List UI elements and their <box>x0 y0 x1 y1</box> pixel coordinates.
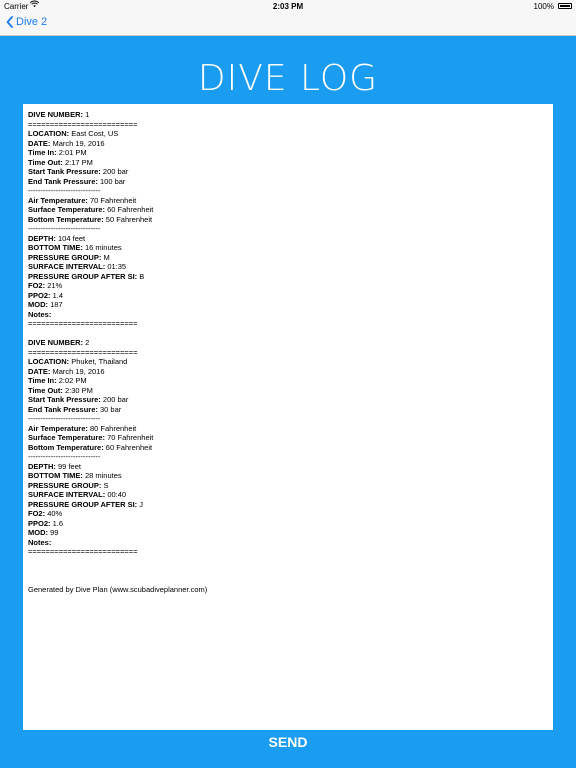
log-line <box>28 148 548 158</box>
log-line <box>28 462 548 472</box>
field-label: DEPTH: <box>28 461 56 471</box>
log-line <box>28 205 548 215</box>
field-value: 16 minutes <box>84 243 122 252</box>
log-line <box>28 129 548 139</box>
field-label: DIVE NUMBER: <box>28 110 84 119</box>
log-line <box>28 424 548 434</box>
log-line <box>28 167 548 177</box>
field-label: FO2: <box>28 281 46 290</box>
carrier-label: Carrier <box>4 2 29 11</box>
field-value: 1.4 <box>52 290 64 300</box>
field-label: Bottom Temperature: <box>28 442 104 452</box>
log-line <box>28 291 548 301</box>
field-value: 1 <box>85 110 90 119</box>
log-line <box>28 272 548 282</box>
battery-icon <box>558 3 572 9</box>
field-label: Notes: <box>28 309 52 319</box>
log-line <box>28 433 548 443</box>
field-value: East Cost, US <box>71 129 119 138</box>
field-label: Air Temperature: <box>28 423 88 433</box>
field-value: 00:40 <box>107 490 127 499</box>
field-label: SURFACE INTERVAL: <box>28 262 106 271</box>
field-label: Start Tank Pressure: <box>28 395 101 404</box>
field-label: Start Tank Pressure: <box>28 167 101 176</box>
field-value: 01:35 <box>107 262 127 271</box>
field-label: Bottom Temperature: <box>28 214 104 224</box>
field-label: LOCATION: <box>28 357 70 366</box>
log-line <box>28 367 548 377</box>
field-value: 104 feet <box>58 233 86 243</box>
separator: ----------------------------- <box>28 224 101 233</box>
log-line <box>28 528 548 538</box>
field-label: Notes: <box>28 537 52 547</box>
log-line <box>28 395 548 405</box>
field-label: DATE: <box>28 366 51 376</box>
field-label: End Tank Pressure: <box>28 404 98 414</box>
field-value: 2:17 PM <box>64 157 93 167</box>
field-label: DATE: <box>28 138 51 148</box>
field-value: 99 <box>50 528 59 537</box>
field-value: 70 Fahrenheit <box>89 195 137 205</box>
log-line <box>28 452 548 462</box>
log-line <box>28 414 548 424</box>
separator: ========================= <box>28 347 138 357</box>
field-label: End Tank Pressure: <box>28 176 98 186</box>
log-line <box>28 481 548 491</box>
log-line <box>28 357 548 367</box>
field-value: 80 Fahrenheit <box>89 423 137 433</box>
chevron-left-icon <box>6 16 13 28</box>
log-line <box>28 310 548 320</box>
field-value: 60 Fahrenheit <box>105 442 153 452</box>
clock: 2:03 PM <box>272 2 304 11</box>
log-line <box>28 300 548 310</box>
log-line <box>28 547 548 557</box>
log-line <box>28 234 548 244</box>
field-value: March 19, 2016 <box>52 366 105 376</box>
field-value: March 19, 2016 <box>52 138 105 148</box>
field-value: 2:30 PM <box>64 385 93 395</box>
log-line <box>28 538 548 548</box>
separator: ========================= <box>28 547 138 556</box>
field-label: Time In: <box>28 148 57 157</box>
field-label: Time Out: <box>28 157 63 167</box>
field-label: PRESSURE GROUP AFTER SI: <box>28 271 138 281</box>
field-value: 200 bar <box>102 167 129 176</box>
field-label: DEPTH: <box>28 233 56 243</box>
separator: ----------------------------- <box>28 414 101 423</box>
field-label: PRESSURE GROUP: <box>28 480 102 490</box>
separator: ========================= <box>28 119 138 129</box>
field-label: PPO2: <box>28 290 51 300</box>
field-value: 2 <box>85 338 90 347</box>
field-label: FO2: <box>28 509 46 518</box>
field-label: Surface Temperature: <box>28 205 105 214</box>
log-line <box>28 471 548 481</box>
field-value: 2:01 PM <box>58 148 87 157</box>
log-line <box>28 443 548 453</box>
log-line <box>28 519 548 529</box>
send-button[interactable]: SEND <box>268 734 308 750</box>
field-label: Surface Temperature: <box>28 433 105 442</box>
field-value: 1.6 <box>52 518 64 528</box>
field-value: 100 bar <box>99 176 126 186</box>
separator: ----------------------------- <box>28 186 101 195</box>
log-line <box>28 319 548 329</box>
log-line <box>28 338 548 348</box>
log-line <box>28 177 548 187</box>
field-value: 21% <box>47 281 63 290</box>
log-line <box>28 386 548 396</box>
field-value: J <box>139 499 144 509</box>
field-label: MOD: <box>28 528 48 537</box>
field-label: Air Temperature: <box>28 195 88 205</box>
field-label: PPO2: <box>28 518 51 528</box>
log-line <box>28 262 548 272</box>
page-title: DIVE LOG <box>197 58 379 99</box>
field-label: BOTTOM TIME: <box>28 243 83 252</box>
log-line <box>28 196 548 206</box>
battery-percent: 100% <box>533 2 554 11</box>
field-value: 30 bar <box>99 404 122 414</box>
status-bar <box>0 0 576 12</box>
field-label: MOD: <box>28 300 48 309</box>
field-label: LOCATION: <box>28 129 70 138</box>
log-line <box>28 376 548 386</box>
field-value: 40% <box>47 509 63 518</box>
log-line <box>28 139 548 149</box>
field-label: PRESSURE GROUP: <box>28 252 102 262</box>
field-label: Time Out: <box>28 385 63 395</box>
field-label: SURFACE INTERVAL: <box>28 490 106 499</box>
log-line <box>28 186 548 196</box>
log-line <box>28 281 548 291</box>
field-value: 2:02 PM <box>58 376 87 385</box>
log-line <box>28 224 548 234</box>
log-line <box>28 243 548 253</box>
field-value: B <box>139 271 145 281</box>
back-button[interactable] <box>6 16 47 28</box>
log-line <box>28 490 548 500</box>
log-line <box>28 110 548 120</box>
log-line <box>28 215 548 225</box>
separator: ----------------------------- <box>28 452 101 461</box>
field-value: 187 <box>50 300 63 309</box>
back-button-label: Dive 2 <box>16 16 48 28</box>
field-value: M <box>103 252 110 262</box>
field-label: Time In: <box>28 376 57 385</box>
log-line <box>28 405 548 415</box>
field-label: DIVE NUMBER: <box>28 338 84 347</box>
separator: ========================= <box>28 319 138 328</box>
field-label: BOTTOM TIME: <box>28 471 83 480</box>
field-value: S <box>103 480 109 490</box>
field-label: PRESSURE GROUP AFTER SI: <box>28 499 138 509</box>
log-line <box>28 348 548 358</box>
navigation-bar <box>0 12 576 36</box>
footer-text: Generated by Dive Plan (www.scubadiveplanner.com) <box>28 584 208 594</box>
field-value: 200 bar <box>102 395 129 404</box>
log-line <box>28 120 548 130</box>
field-value: 28 minutes <box>84 471 122 480</box>
field-value: 99 feet <box>58 461 81 471</box>
field-value: 60 Fahrenheit <box>107 205 154 214</box>
field-value: 70 Fahrenheit <box>107 433 154 442</box>
log-line <box>28 509 548 519</box>
log-line <box>28 158 548 168</box>
field-value: 50 Fahrenheit <box>105 214 153 224</box>
field-value: Phuket, Thailand <box>71 357 128 366</box>
log-line <box>28 500 548 510</box>
dive-log-text[interactable] <box>23 104 553 730</box>
log-line <box>28 253 548 263</box>
